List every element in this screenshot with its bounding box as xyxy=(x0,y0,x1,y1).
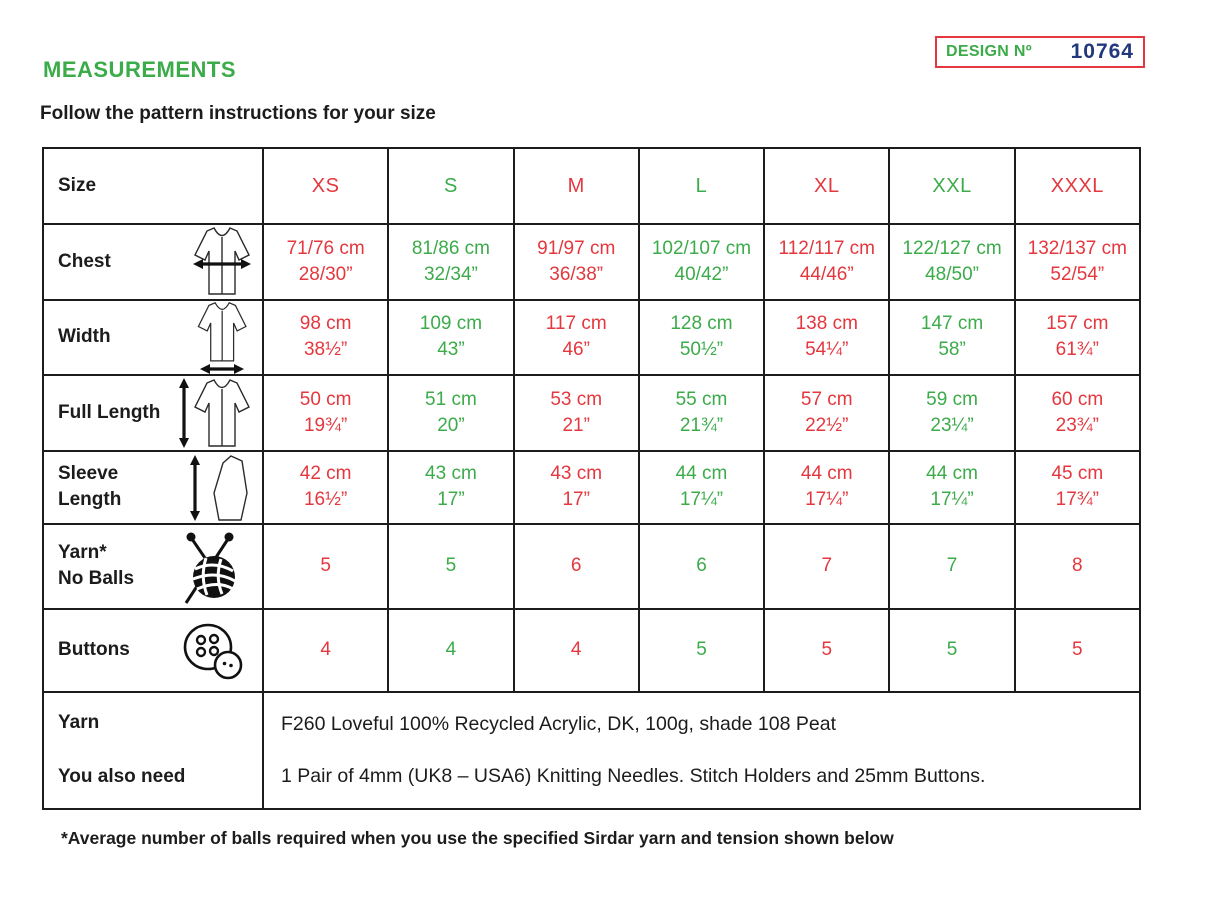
value-in: 54¼” xyxy=(805,339,849,360)
sleeve-length-row-label-2: Length xyxy=(58,489,122,510)
size-header-xxxl: XXXL xyxy=(1050,174,1104,197)
yarn-info-value-cell xyxy=(264,693,1139,808)
width-m-cell xyxy=(515,301,640,374)
value-in: 50½” xyxy=(679,339,724,360)
yarn-balls-xxl-cell xyxy=(890,525,1015,608)
value-cm: 53 cm xyxy=(550,388,603,410)
value-in: 22½” xyxy=(805,414,849,436)
width-label-cell xyxy=(44,301,264,374)
value-cm: 98 cm xyxy=(299,313,352,335)
value-in: 17¼” xyxy=(805,489,849,510)
buttons-row xyxy=(44,610,1139,693)
value-cm: 44 cm xyxy=(926,463,978,485)
value-cm: 157 cm xyxy=(1046,313,1109,335)
value-in: 20” xyxy=(437,414,465,436)
value-cm: 112/117 cm xyxy=(778,237,875,259)
full-length-m-cell xyxy=(515,376,640,450)
chest-xxxl-cell xyxy=(1016,225,1139,299)
value-cm: 109 cm xyxy=(419,313,483,335)
sleeve-length-xs-cell xyxy=(264,452,389,523)
sleeve-length-label-cell xyxy=(44,452,264,523)
chest-m-cell xyxy=(515,225,640,299)
design-number-value: 10764 xyxy=(1070,40,1134,63)
full-length-row xyxy=(44,376,1139,452)
size-header-l: L xyxy=(640,149,765,223)
size-header-xs: XS xyxy=(264,149,389,223)
value-cm: 117 cm xyxy=(545,313,607,335)
measurements-table xyxy=(42,147,1141,810)
chest-label-cell xyxy=(44,225,264,299)
value: 4 xyxy=(570,639,582,661)
buttons-l-cell xyxy=(640,610,765,691)
page-title: MEASUREMENTS xyxy=(43,57,237,82)
value-cm: 59 cm xyxy=(926,388,978,410)
page-subtitle: Follow the pattern instructions for your size xyxy=(40,103,436,124)
size-header-xl: XL xyxy=(765,149,890,223)
buttons-row-label: Buttons xyxy=(58,639,130,661)
value: 5 xyxy=(320,555,331,577)
value-in: 17¼” xyxy=(679,489,724,510)
yarn-balls-row-label-2: No Balls xyxy=(58,568,135,589)
value: 7 xyxy=(946,555,958,577)
value-cm: 132/137 cm xyxy=(1027,237,1127,259)
yarn-label: Yarn xyxy=(58,712,100,734)
buttons-xl-cell xyxy=(765,610,890,691)
value-in: 17¼” xyxy=(930,489,974,510)
chest-row-label: Chest xyxy=(58,250,111,272)
buttons-xxxl-cell xyxy=(1016,610,1139,691)
value-in: 21¾” xyxy=(679,414,724,436)
value-in: 43” xyxy=(437,339,465,360)
sleeve-length-xl-cell xyxy=(765,452,890,523)
value-in: 44/46” xyxy=(799,263,854,285)
value-cm: 102/107 cm xyxy=(651,237,752,259)
value-cm: 57 cm xyxy=(800,388,853,410)
design-number-box xyxy=(935,36,1145,68)
value-in: 16½” xyxy=(303,489,348,510)
value-cm: 42 cm xyxy=(299,463,352,485)
value-in: 32/34” xyxy=(423,263,478,285)
value-cm: 147 cm xyxy=(920,313,984,335)
also-need-value: 1 Pair of 4mm (UK8 – USA6) Knitting Needles. Stitch Holders and 25mm Buttons. xyxy=(281,765,986,787)
yarn-info-row xyxy=(44,693,1139,808)
chest-s-cell xyxy=(389,225,514,299)
value-in: 28/30” xyxy=(298,263,353,285)
width-row-label: Width xyxy=(58,326,111,348)
value: 4 xyxy=(320,639,331,661)
footnote: *Average number of balls required when you use the specified Sirdar yarn and tension shown below xyxy=(61,828,894,848)
yarn-balls-xxxl-cell xyxy=(1016,525,1139,608)
value-cm: 81/86 cm xyxy=(411,237,490,259)
sleeve-length-row xyxy=(44,452,1139,525)
size-header-s: S xyxy=(389,149,514,223)
value: 5 xyxy=(445,555,457,577)
full-length-xxl-cell xyxy=(890,376,1015,450)
yarn-balls-label-cell xyxy=(44,525,264,608)
yarn-ball-and-needles-icon xyxy=(176,529,246,605)
value-in: 19¾” xyxy=(303,414,348,436)
yarn-balls-xs-cell xyxy=(264,525,389,608)
buttons-icon xyxy=(180,621,244,681)
value-in: 17” xyxy=(562,489,590,510)
yarn-balls-row xyxy=(44,525,1139,610)
chest-xxl-cell xyxy=(890,225,1015,299)
width-xl-cell xyxy=(765,301,890,374)
width-xs-cell xyxy=(264,301,389,374)
value-in: 21” xyxy=(562,414,590,436)
also-need-label: You also need xyxy=(58,766,186,787)
width-xxxl-cell xyxy=(1016,301,1139,374)
yarn-info-label-cell xyxy=(44,693,264,808)
value-cm: 122/127 cm xyxy=(902,237,1002,259)
value: 5 xyxy=(696,639,707,661)
yarn-value: F260 Loveful 100% Recycled Acrylic, DK, 100g, shade 108 Peat xyxy=(281,713,836,735)
value: 4 xyxy=(445,639,457,661)
value-cm: 71/76 cm xyxy=(286,237,365,259)
value-cm: 50 cm xyxy=(299,388,352,410)
value-in: 40/42” xyxy=(674,263,729,285)
sleeve-length-row-label-1: Sleeve xyxy=(58,463,119,485)
full-length-s-cell xyxy=(389,376,514,450)
value-in: 48/50” xyxy=(925,263,979,285)
value-cm: 128 cm xyxy=(670,313,733,335)
size-row-label: Size xyxy=(58,174,97,196)
value-cm: 44 cm xyxy=(675,463,728,485)
width-row xyxy=(44,301,1139,376)
value: 5 xyxy=(1072,639,1083,661)
sleeve-length-xxxl-cell xyxy=(1016,452,1139,523)
yarn-balls-l-cell xyxy=(640,525,765,608)
size-header-xxl: XXL xyxy=(890,149,1015,223)
full-length-xs-cell xyxy=(264,376,389,450)
width-s-cell xyxy=(389,301,514,374)
buttons-m-cell xyxy=(515,610,640,691)
full-length-xxxl-cell xyxy=(1016,376,1139,450)
size-header-m: M xyxy=(515,149,640,223)
width-l-cell xyxy=(640,301,765,374)
sleeve-length-m-cell xyxy=(515,452,640,523)
value-in: 23¼” xyxy=(930,414,974,436)
value-in: 58” xyxy=(938,339,966,360)
value-cm: 44 cm xyxy=(800,463,853,485)
value: 6 xyxy=(696,555,707,577)
full-length-xl-cell xyxy=(765,376,890,450)
full-length-l-cell xyxy=(640,376,765,450)
value-in: 46” xyxy=(562,339,590,360)
chest-xs-cell xyxy=(264,225,389,299)
yarn-balls-s-cell xyxy=(389,525,514,608)
yarn-balls-m-cell xyxy=(515,525,640,608)
buttons-label-cell xyxy=(44,610,264,691)
cardigan-hem-width-arrow-icon xyxy=(190,301,254,375)
sleeve-length-arrow-icon xyxy=(186,453,254,523)
value-in: 36/38” xyxy=(549,263,604,285)
value: 7 xyxy=(821,555,833,577)
value: 5 xyxy=(946,639,958,661)
chest-l-cell xyxy=(640,225,765,299)
buttons-xxl-cell xyxy=(890,610,1015,691)
value-cm: 138 cm xyxy=(795,313,858,335)
value-cm: 55 cm xyxy=(675,388,728,410)
size-label-cell xyxy=(44,149,264,223)
value-in: 17¾” xyxy=(1055,489,1099,510)
value-in: 17” xyxy=(437,489,465,510)
full-length-label-cell xyxy=(44,376,264,450)
sleeve-length-l-cell xyxy=(640,452,765,523)
yarn-balls-xl-cell xyxy=(765,525,890,608)
chest-xl-cell xyxy=(765,225,890,299)
value-cm: 60 cm xyxy=(1051,388,1104,410)
size-header-row xyxy=(44,149,1139,225)
width-xxl-cell xyxy=(890,301,1015,374)
value-cm: 43 cm xyxy=(550,463,603,485)
value-in: 61¾” xyxy=(1055,339,1099,360)
value: 6 xyxy=(570,555,582,577)
value-cm: 91/97 cm xyxy=(537,237,616,259)
value-in: 23¾” xyxy=(1055,414,1099,436)
buttons-s-cell xyxy=(389,610,514,691)
yarn-balls-row-label-1: Yarn* xyxy=(58,542,107,564)
buttons-xs-cell xyxy=(264,610,389,691)
value-cm: 51 cm xyxy=(425,388,477,410)
value: 5 xyxy=(821,639,833,661)
sleeve-length-s-cell xyxy=(389,452,514,523)
chest-row xyxy=(44,225,1139,301)
value-in: 52/54” xyxy=(1050,263,1105,285)
full-length-row-label: Full Length xyxy=(58,401,161,423)
value-cm: 43 cm xyxy=(425,463,477,485)
value: 8 xyxy=(1072,555,1083,577)
value-in: 38½” xyxy=(303,339,348,360)
design-number-label: DESIGN Nº xyxy=(946,43,1032,60)
value-cm: 45 cm xyxy=(1051,463,1104,485)
sleeve-length-xxl-cell xyxy=(890,452,1015,523)
cardigan-full-length-arrow-icon xyxy=(176,377,254,449)
cardigan-chest-width-arrow-icon xyxy=(190,226,254,298)
